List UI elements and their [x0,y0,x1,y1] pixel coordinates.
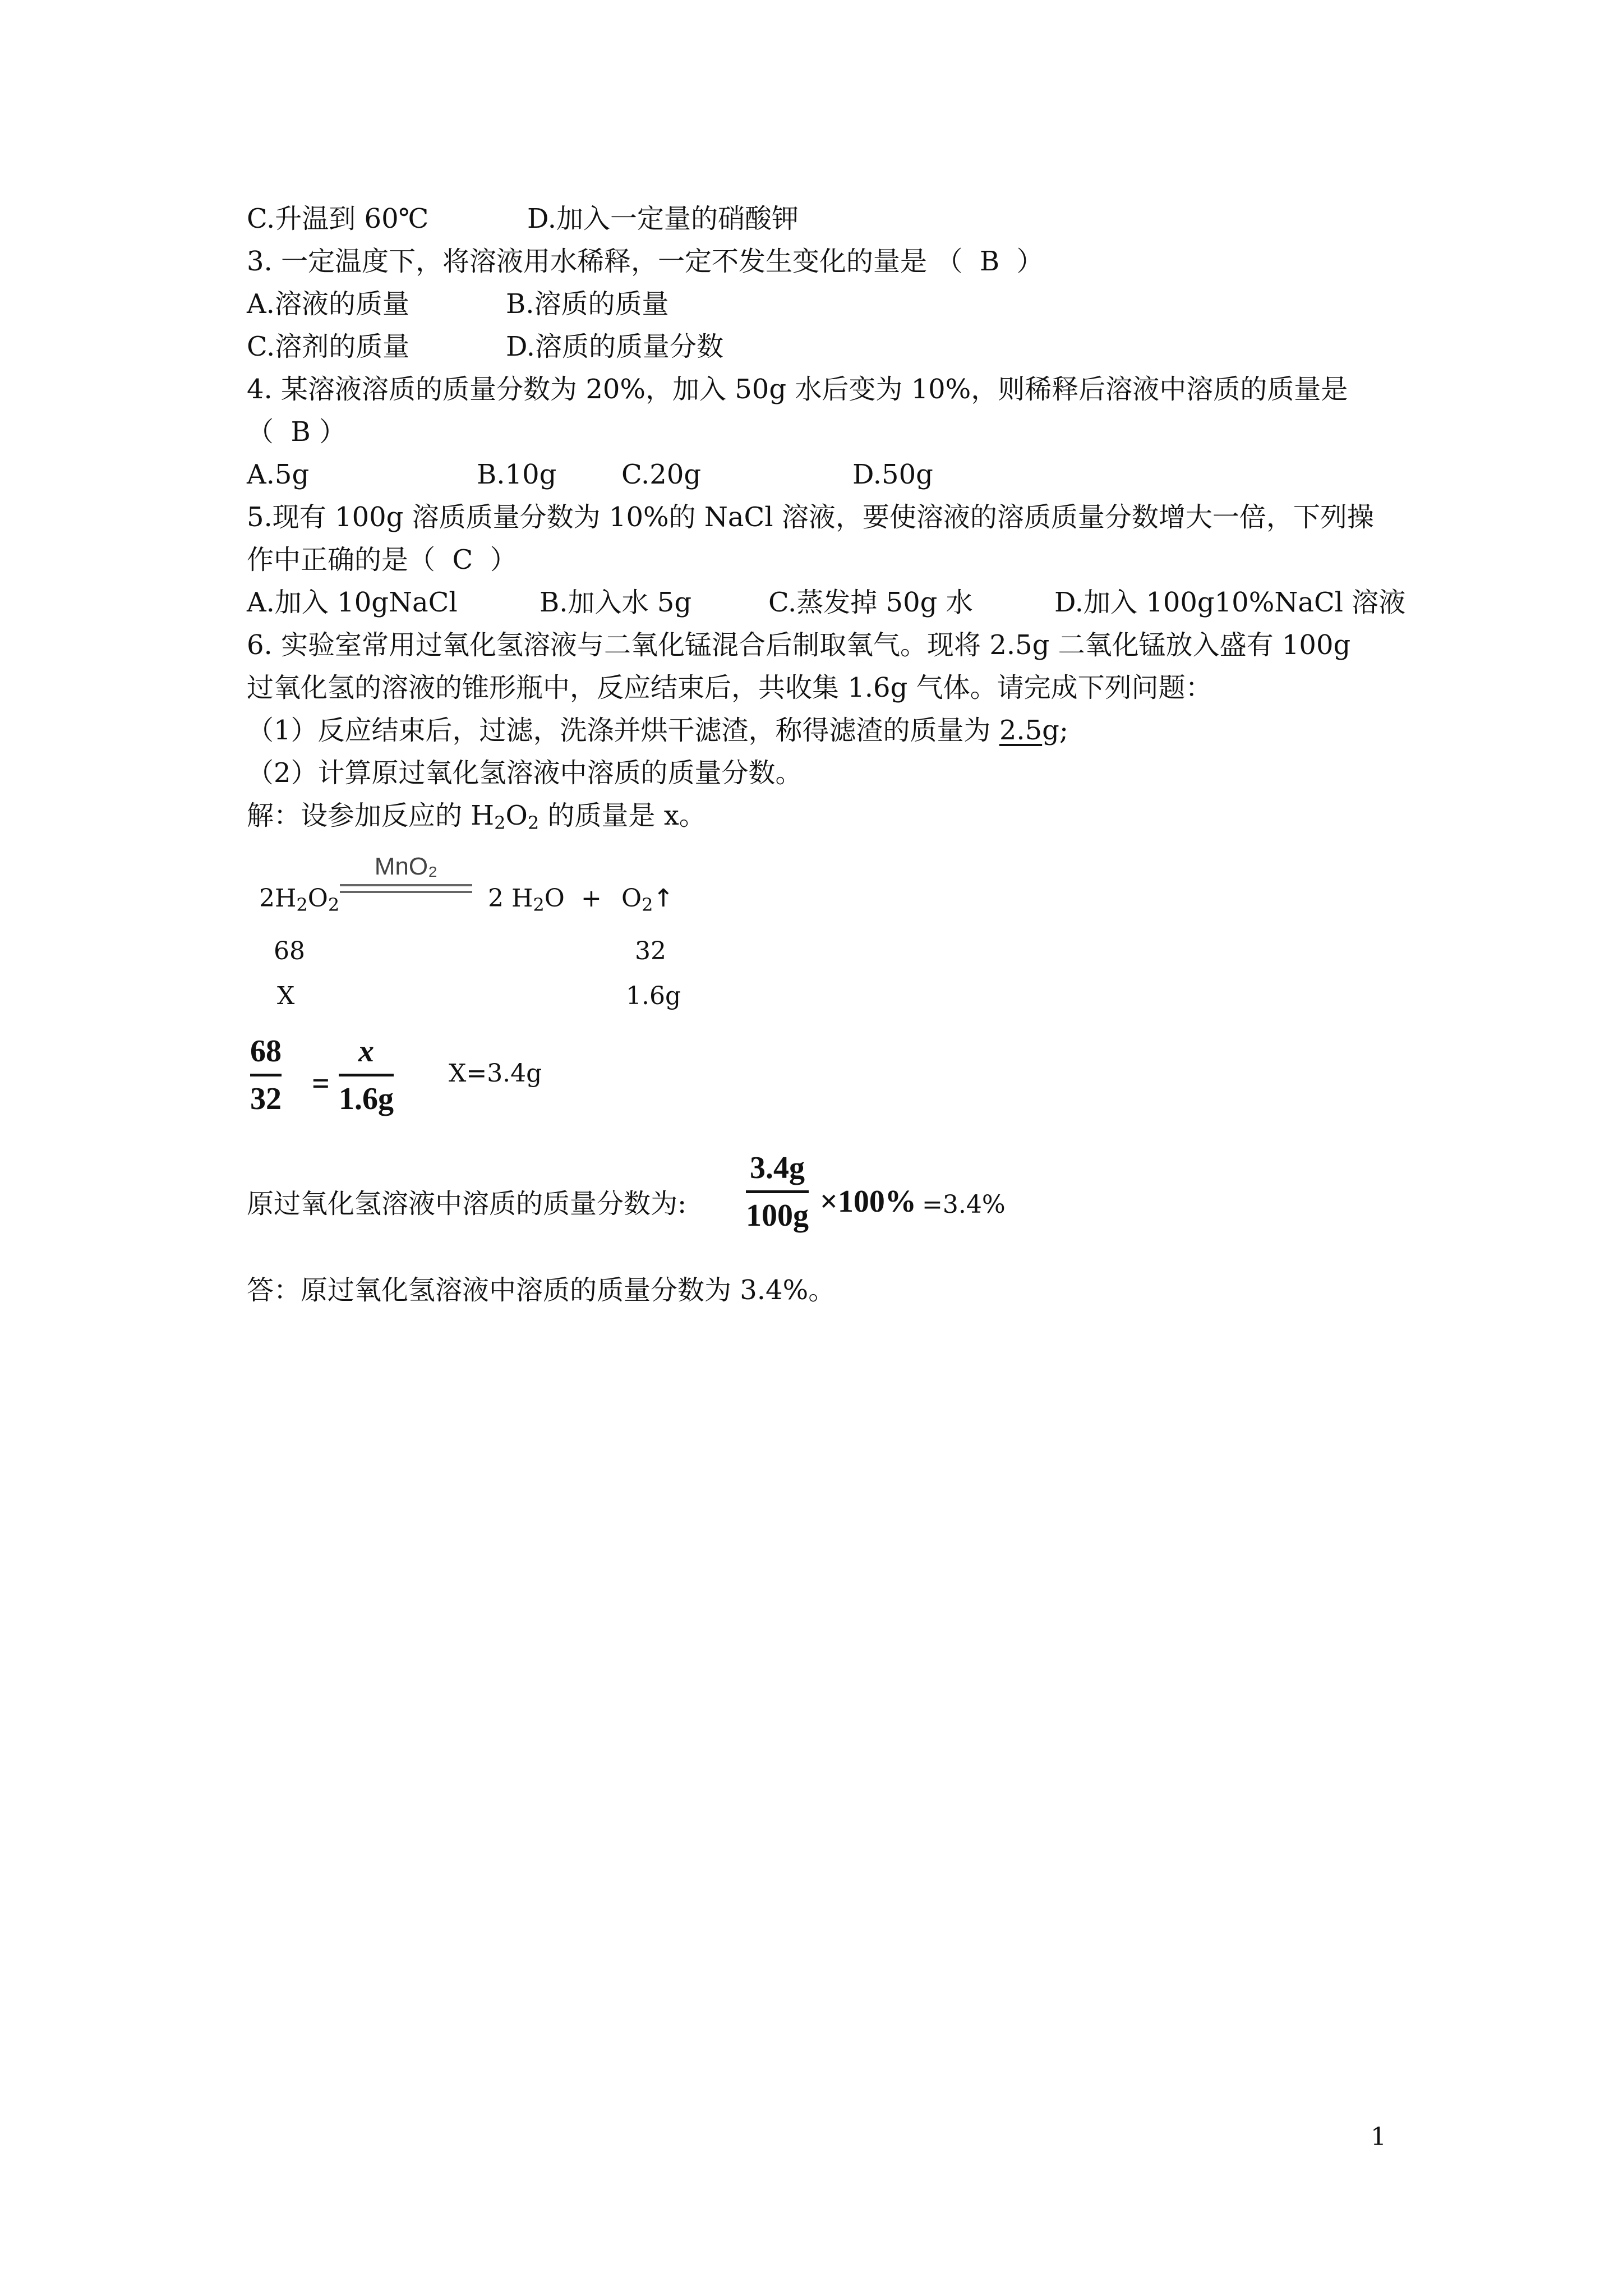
oxygen-mass: 1.6g [626,982,681,1010]
catalyst-label: MnO₂ [374,853,438,880]
question-3: 3. 一定温度下，将溶液用水稀释，一定不发生变化的量是 （ B ） [247,246,1044,277]
q4-answer-bracket: （ B ） [247,416,347,448]
fraction-68-32: 68 32 [250,1034,282,1116]
q5-option-a: A.加入 10gNaCl [247,587,458,618]
question-6-cont: 过氧化氢的溶液的锥形瓶中，反应结束后，共收集 1.6g 气体。请完成下列问题： [247,672,1212,703]
q5-option-d: D.加入 100g10%NaCl 溶液 [1054,587,1406,618]
q3-option-b: B.溶质的质量 [506,288,669,320]
equation-reactant: $2H_2O_2$ [259,884,340,915]
equation-plus: + [581,884,602,913]
final-answer: 答：原过氧化氢溶液中溶质的质量分数为 3.4%。 [247,1274,836,1306]
times-100-percent: ×100% [820,1184,916,1219]
option-d-line1: D.加入一定量的硝酸钾 [527,203,799,234]
equals-sign: = [312,1066,330,1101]
q3-option-d: D.溶质的质量分数 [506,331,724,362]
q5-option-b: B.加入水 5g [540,587,692,618]
q4-option-a: A.5g [247,459,310,490]
mass-fraction-result: =3.4% [922,1190,1006,1219]
question-4: 4. 某溶液溶质的质量分数为 20%，加入 50g 水后变为 10%，则稀释后溶液中溶质的质量是 [247,374,1348,405]
q3-option-c: C.溶剂的质量 [247,331,410,362]
unknown-x: X [277,982,295,1010]
q5-option-c: C.蒸发掉 50g 水 [768,587,973,618]
q6-part2: （2）计算原过氧化氢溶液中溶质的质量分数。 [247,757,803,789]
result-x: X=3.4g [449,1059,542,1088]
q6-part1: （1）反应结束后，过滤，洗涤并烘干滤渣，称得滤渣的质量为 2.5g; [247,715,1069,746]
mass-fraction-label: 原过氧化氢溶液中溶质的质量分数为: [247,1188,687,1220]
option-c-line1: C.升温到 60℃ [247,203,429,234]
equation-product-oxygen: $O_2↑$ [621,884,674,915]
question-5: 5.现有 100g 溶质质量分数为 10%的 NaCl 溶液，要使溶液的溶质质量分数增大一倍，下列操 [247,501,1374,533]
q6-part1-answer: 2.5 [999,715,1043,746]
q4-option-c: C.20g [621,459,702,490]
equation-product-water: 2 $H_2O$ [488,884,565,915]
fraction-3.4g-100g: 3.4g 100g [746,1151,809,1233]
reaction-arrow-line [340,884,472,893]
q4-option-d: D.50g [852,459,933,490]
question-6: 6. 实验室常用过氧化氢溶液与二氧化锰混合后制取氧气。现将 2.5g 二氧化锰放入盛有 100g [247,629,1351,661]
catalyst-arrow [340,853,472,893]
molar-mass-h2o2: 68 [274,937,305,965]
molar-mass-o2: 32 [635,937,666,965]
q4-option-b: B.10g [477,459,557,490]
solution-intro: 解：设参加反应的 $H_2O_2$ 的质量是 x。 [247,800,706,834]
fraction-x-1.6g: x 1.6g [339,1034,394,1116]
q3-option-a: A.溶液的质量 [247,288,409,320]
question-5-cont: 作中正确的是（ C ） [247,544,517,576]
gas-arrow-icon: ↑ [653,884,674,913]
page-number: 1 [1371,2123,1386,2151]
